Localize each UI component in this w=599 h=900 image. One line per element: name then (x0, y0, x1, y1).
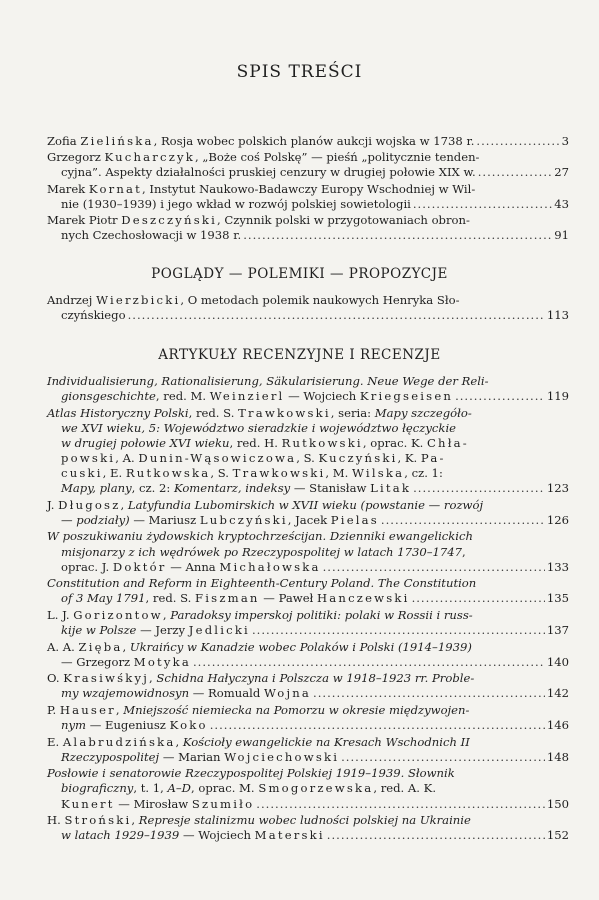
text-fragment: , oprac. M. (190, 781, 259, 796)
text-fragment: Andrzej (47, 293, 97, 307)
author-name: cuski (61, 466, 103, 481)
toc-entry-text (47, 813, 471, 828)
text-fragment: , „Boże coś Polskę” — pieśń „politycznie tenden- (194, 150, 480, 165)
text-fragment: — Mirosław (114, 796, 192, 811)
toc-entry-text (61, 718, 208, 733)
toc-entry-text (47, 293, 460, 308)
text-fragment: W poszukiwaniu żydowskich kryptochrześcijan. Dzienniki ewangelickich (47, 529, 473, 544)
text-fragment: — Grzegorz (61, 654, 134, 669)
author-name: Koko (169, 718, 208, 733)
dot-leader (476, 134, 559, 149)
text-fragment: — Paweł (259, 591, 317, 606)
text-fragment: E. (47, 734, 63, 749)
toc-entry (47, 150, 569, 180)
toc-entry (47, 671, 569, 701)
page-number: 140 (546, 654, 569, 669)
page-number: 150 (546, 796, 569, 811)
text-fragment: , (175, 734, 183, 749)
toc-entry-text (61, 421, 456, 436)
toc-entry-text (61, 436, 469, 451)
author-name: Wojna (263, 686, 312, 701)
toc-entry-line (47, 655, 569, 670)
dot-leader (413, 481, 545, 496)
toc-entry-text (61, 591, 410, 606)
author-name: Fiszman (195, 591, 260, 606)
text-fragment: , S. (210, 466, 233, 481)
text-fragment: P. (47, 702, 60, 717)
text-fragment: Grzegorz (47, 150, 105, 165)
toc-entry-line (47, 421, 569, 436)
toc-entry-line (47, 560, 569, 575)
toc-entry-text (61, 781, 436, 796)
text-fragment: — Romuald (189, 686, 264, 701)
toc-entry-line (47, 828, 569, 843)
toc-entry-line (47, 374, 569, 389)
text-fragment: of 3 May 1791 (61, 591, 146, 606)
text-fragment: , (162, 607, 171, 622)
author-name: Pielas (330, 512, 379, 527)
toc-entry-line (47, 308, 569, 323)
toc-entry-text (47, 703, 469, 718)
toc-entry-line (47, 718, 569, 733)
author-name: Kucharczyk (104, 150, 195, 165)
toc-entry (47, 293, 569, 323)
page-number: 113 (546, 308, 569, 323)
toc-entry-line (47, 608, 569, 623)
toc-entry-line (47, 197, 569, 212)
toc-entry-line (47, 513, 569, 528)
text-fragment: L. J. (47, 607, 74, 622)
page-number: 126 (546, 512, 569, 527)
page-number: 135 (546, 591, 569, 606)
page-number: 123 (546, 481, 569, 496)
author-name: Zielińska (80, 134, 154, 148)
toc-entry-text (47, 498, 483, 513)
author-name: Kriegseisen (359, 389, 454, 404)
author-name: Litak (370, 481, 412, 496)
toc-entry-line (47, 481, 569, 496)
text-fragment: , seria: (330, 405, 375, 420)
author-name: Krasiwśkyj (63, 671, 150, 686)
toc-entry-line (47, 671, 569, 686)
page-number: 146 (546, 718, 569, 733)
dot-leader (412, 591, 545, 606)
toc-entry-line (47, 766, 569, 781)
page-number: 137 (546, 623, 569, 637)
dot-leader (313, 686, 545, 701)
toc-entry-line (47, 213, 569, 228)
toc-entry (47, 640, 569, 670)
text-fragment: Represje stalinizmu wobec ludności polskiej na Ukrainie (138, 813, 471, 828)
text-fragment: , O metodach polemik naukowych Henryka Sło- (180, 293, 460, 307)
toc-section-polemics (47, 293, 569, 324)
toc-entry-text (47, 640, 472, 655)
author-name: Zięba (78, 639, 123, 654)
text-fragment: w drugiej połowie XVI wieku (61, 435, 230, 450)
toc-entry-text (61, 389, 453, 404)
text-fragment: , red. H. (229, 435, 282, 450)
toc-entry-text (47, 406, 472, 421)
text-fragment: — Mariusz (129, 512, 200, 527)
text-fragment: Rzeczypospolitej (61, 749, 160, 764)
author-name: Weinzierl (209, 389, 285, 404)
author-name: Hauser (59, 702, 116, 717)
author-name: Motyka (133, 654, 191, 669)
author-name: Trawkowski (238, 405, 331, 420)
author-name: Kuczyński (318, 450, 398, 465)
text-fragment: Marek Piotr (47, 213, 122, 228)
text-fragment: , Rosja wobec polskich planów aukcji wojska w 1738 r. (153, 134, 475, 148)
text-fragment: , Czynnik polski w przygotowaniach obron- (217, 213, 470, 228)
text-fragment: , (122, 639, 130, 654)
text-fragment: , (149, 671, 157, 686)
toc-entry-text (61, 165, 476, 180)
text-fragment: Marek (47, 181, 89, 196)
author-name: Alabrudzińska (62, 734, 176, 749)
dot-leader (327, 828, 545, 843)
text-fragment: , (462, 544, 466, 559)
text-fragment: Zofia (47, 134, 81, 148)
text-fragment: Kościoły ewangelickie na Kresach Wschodnich II (182, 734, 470, 749)
toc-entry (47, 766, 569, 811)
toc-entry-text (47, 213, 470, 228)
page-number: 43 (554, 196, 569, 211)
page-number: 27 (554, 165, 569, 180)
toc-entry-line (47, 451, 569, 466)
text-fragment: misjonarzy z ich wędrówek po Rzeczypospolitej w latach 1730–1747 (61, 544, 463, 559)
toc-entry-text (47, 766, 455, 781)
text-fragment: biograficzny (61, 781, 134, 796)
text-fragment: my wzajemowidnosyn (61, 686, 190, 701)
toc-entry (47, 182, 569, 212)
toc-entry-line (47, 182, 569, 197)
toc-entry-text (61, 228, 241, 243)
text-fragment: , cz. 1: (404, 466, 443, 481)
toc-entry-text (47, 134, 474, 149)
text-fragment: — Stanisław (290, 481, 371, 496)
author-name: Pa- (420, 450, 446, 465)
toc-entry-text (47, 529, 473, 544)
toc-entry-text (47, 608, 473, 623)
page-number: 152 (546, 828, 569, 843)
toc-entry-line (47, 735, 569, 750)
text-fragment: , t. 1, (133, 781, 168, 796)
author-name: Wierzbicki (96, 293, 181, 307)
toc-entry (47, 608, 569, 638)
toc-entry-line (47, 150, 569, 165)
toc-entry-text (47, 374, 489, 389)
text-fragment: , red. M. (155, 389, 210, 404)
toc-entry (47, 529, 569, 574)
author-name: Kornat (88, 181, 143, 196)
toc-entry-line (47, 576, 569, 591)
author-name: powski (61, 450, 116, 465)
dot-leader (256, 797, 545, 812)
dot-leader (478, 165, 553, 180)
text-fragment: , S. (296, 450, 319, 465)
text-fragment: , Instytut Naukowo-Badawczy Europy Wschodniej w Wil- (142, 181, 476, 196)
text-fragment: , oprac. K. (362, 435, 427, 450)
toc-entry (47, 813, 569, 843)
dot-leader (381, 513, 545, 528)
author-name: Szumiło (191, 796, 255, 811)
text-fragment: cyjna”. Aspekty działalności pruskiej cenzury w drugiej połowie XIX w. (61, 165, 476, 180)
author-name: Rutkowski (281, 435, 363, 450)
text-fragment: Latyfundia Lubomirskich w XVII wieku (powstanie — rozwój (127, 497, 484, 512)
toc-entry-line (47, 134, 569, 149)
text-fragment: nym (61, 718, 87, 733)
author-name: Rutkowska (125, 466, 211, 481)
text-fragment: Schidna Hałyczyna i Polszcza w 1918–1923 rr. Proble- (156, 671, 475, 686)
dot-leader (128, 308, 545, 323)
toc-entry-text (61, 560, 321, 575)
dot-leader (210, 718, 545, 733)
page-title: SPIS TREŚCI (236, 62, 363, 82)
toc-entry-line (47, 591, 569, 606)
text-fragment: Posłowie i senatorowie Rzeczypospolitej Polskiej 1919–1939. Słownik (47, 766, 455, 781)
text-fragment: , cz. 2: (131, 481, 174, 496)
text-fragment: — Marian (159, 749, 225, 764)
text-fragment: Ukraińcy w Kanadzie wobec Polaków i Polski (1914–1939) (129, 639, 472, 654)
toc-entry (47, 498, 569, 528)
author-name: Michałowska (219, 559, 321, 574)
text-fragment: we XVI wieku, 5: Województwo sieradzkie i województwo łęczyckie (61, 420, 457, 435)
toc-entry-text (47, 576, 476, 591)
page-number: 3 (561, 134, 569, 148)
text-fragment: Mniejszość niemiecka na Pomorzu w okresie międzywojen- (123, 702, 470, 717)
toc-section-reviews (47, 374, 569, 845)
author-name: Hanczewski (317, 591, 410, 606)
author-name: Deszczyński (121, 213, 217, 228)
toc-entry-text (61, 623, 250, 638)
text-fragment: Mapy szczegóło- (374, 405, 472, 420)
toc-entry-line (47, 436, 569, 451)
toc-entry-line (47, 623, 569, 638)
toc-entry-text (61, 513, 379, 528)
page-number: 119 (546, 389, 569, 404)
toc-entry (47, 374, 569, 404)
toc-entry-text (47, 150, 479, 165)
toc-entry-line (47, 686, 569, 701)
toc-entry-line (47, 781, 569, 796)
toc-entry-line (47, 640, 569, 655)
text-fragment: — Anna (166, 559, 220, 574)
text-fragment: , red. S. (145, 591, 196, 606)
author-name: Chła- (426, 435, 469, 450)
text-fragment: nych Czechosłowacji w 1938 r. (61, 228, 242, 243)
toc-entry-line (47, 750, 569, 765)
text-fragment: w latach 1929–1939 (61, 828, 180, 843)
toc-entry-text (61, 750, 339, 765)
toc-entry-text (47, 735, 470, 750)
toc-entry-line (47, 165, 569, 180)
toc-entry-text (61, 197, 411, 212)
text-fragment: H. (47, 813, 65, 828)
author-name: Dunin-Wąsowiczowa (138, 450, 297, 465)
author-name: Długosz (58, 497, 121, 512)
toc-entry-line (47, 498, 569, 513)
author-name: Wilska (352, 466, 405, 481)
toc-entry-line (47, 406, 569, 421)
toc-entry (47, 576, 569, 606)
text-fragment: Constitution and Reform in Eighteenth-Century Poland. The Constitution (47, 576, 477, 591)
text-fragment: — podziały) (61, 512, 130, 527)
section-heading-reviews: ARTYKUŁY RECENZYJNE I RECENZJE (158, 347, 441, 363)
text-fragment: , (115, 702, 124, 717)
toc-entry-text (61, 481, 411, 496)
dot-leader (193, 655, 545, 670)
toc-entry-line (47, 545, 569, 560)
toc-entry-text (47, 671, 474, 686)
text-fragment: Komentarz, indeksy (173, 481, 291, 496)
toc-entry-text (61, 797, 254, 812)
text-fragment: — Eugeniusz (86, 718, 170, 733)
toc-entry-text (61, 466, 443, 481)
text-fragment: — Wojciech (284, 389, 360, 404)
text-fragment: , M. (325, 466, 352, 481)
toc-entry (47, 134, 569, 149)
author-name: Lubczyński (199, 512, 288, 527)
page-number: 133 (546, 559, 569, 574)
author-name: Trawkowski (232, 466, 326, 481)
text-fragment: , Jacek (287, 512, 331, 527)
toc-entry-line (47, 703, 569, 718)
text-fragment: Individualisierung, Rationalisierung, Säkularisierung. Neue Wege der Reli- (47, 374, 489, 388)
toc-entry (47, 703, 569, 733)
page-number: 148 (546, 749, 569, 764)
dot-leader (341, 750, 545, 765)
text-fragment: czyńskiego (61, 308, 126, 323)
text-fragment: — Wojciech (179, 828, 255, 843)
text-fragment: , red. A. K. (373, 781, 437, 796)
author-name: Doktór (112, 559, 167, 574)
toc-entry-line (47, 813, 569, 828)
page-number: 91 (554, 228, 569, 243)
text-fragment: , E. (102, 466, 126, 481)
text-fragment: Mapy, plany (61, 481, 132, 496)
toc-entry-text (61, 308, 126, 323)
author-name: Materski (254, 828, 325, 843)
text-fragment: , K. (397, 450, 421, 465)
toc-entry-text (61, 828, 325, 843)
text-fragment: O. (47, 671, 64, 686)
text-fragment: — Jerzy (136, 623, 189, 637)
toc-entry (47, 213, 569, 243)
author-name: Wojciechowski (224, 749, 340, 764)
text-fragment: , A. (115, 450, 139, 465)
toc-entry-text (61, 686, 311, 701)
toc-entry-text (61, 451, 446, 466)
text-fragment: kije w Polsze (61, 623, 137, 637)
dot-leader (323, 560, 545, 575)
toc-entry-line (47, 797, 569, 812)
dot-leader (252, 623, 545, 638)
author-name: Gorizontow (73, 607, 163, 622)
toc-entry (47, 406, 569, 497)
toc-entry-text (61, 545, 466, 560)
dot-leader (243, 228, 552, 243)
text-fragment: J. (47, 497, 59, 512)
author-name: Smogorzewska (258, 781, 374, 796)
toc-entry-line (47, 228, 569, 243)
toc-entry (47, 735, 569, 765)
author-name: Kunert (61, 796, 115, 811)
text-fragment: , red. S. (188, 405, 239, 420)
toc-entry-line (47, 529, 569, 544)
text-fragment: gionsgeschichte (61, 389, 156, 404)
dot-leader (413, 197, 552, 212)
author-name: Jedlicki (188, 623, 250, 637)
text-fragment: Paradoksy imperskoj politiki: polaki w Rossii i russ- (170, 607, 473, 622)
text-fragment: oprac. J. (61, 559, 113, 574)
author-name: Stroński (64, 813, 132, 828)
toc-entry-line (47, 293, 569, 308)
toc-section-articles (47, 134, 569, 244)
text-fragment: , (131, 813, 139, 828)
section-heading-polemics: POGLĄDY — POLEMIKI — PROPOZYCJE (151, 266, 448, 282)
page-number: 142 (546, 686, 569, 701)
text-fragment: A. A. (47, 639, 79, 654)
toc-entry-text (61, 655, 191, 670)
toc-entry-line (47, 466, 569, 481)
text-fragment: nie (1930–1939) i jego wkład w rozwój polskiej sowietologii (61, 196, 411, 211)
text-fragment: , (120, 497, 128, 512)
dot-leader (455, 389, 545, 404)
text-fragment: Atlas Historyczny Polski (47, 405, 189, 420)
toc-entry-text (47, 182, 475, 197)
text-fragment: A–D (167, 781, 191, 796)
toc-entry-line (47, 389, 569, 404)
